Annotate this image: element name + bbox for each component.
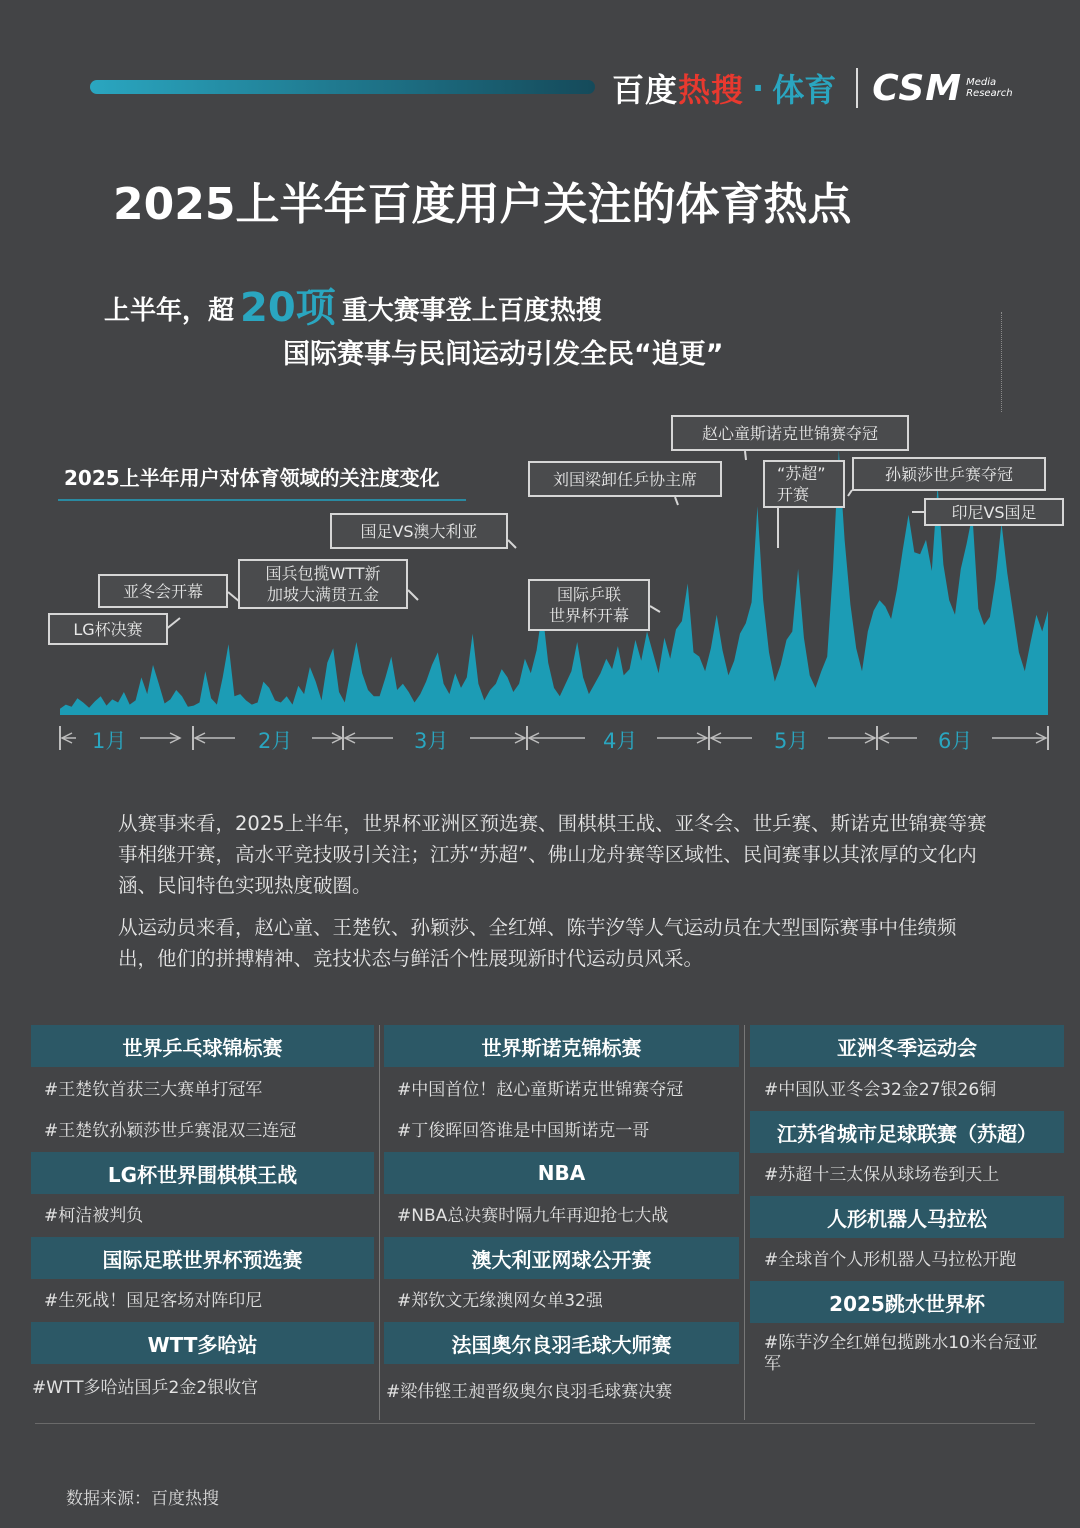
month-label-mar: 3月	[414, 729, 449, 753]
brand-media-research: Media Research	[966, 77, 1013, 99]
list-item: #柯洁被判负	[44, 1206, 144, 1226]
list-item: #苏超十三太保从球场卷到天上	[764, 1165, 1000, 1185]
callout-leader-line	[408, 590, 418, 600]
callout-leader-line	[675, 497, 678, 505]
page-title: 2025上半年百度用户关注的体育热点	[113, 179, 852, 230]
list-item: #WTT多哈站国乒2金2银收官	[32, 1378, 259, 1398]
bottom-divider	[35, 1423, 1035, 1424]
list-item: #陈芋汐全红婵包揽跳水10米台冠亚军	[764, 1333, 1038, 1374]
list-item: #丁俊晖回答谁是中国斯诺克一哥	[397, 1121, 650, 1141]
list-item: #王楚钦首获三大赛单打冠军	[44, 1080, 263, 1100]
month-label-may: 5月	[774, 729, 809, 753]
callout-liu-guoliang: 刘国梁卸任乒协主席	[528, 461, 722, 497]
callout-suchao: “苏超” 开赛	[763, 460, 845, 508]
list-item: #中国队亚冬会32金27银26铜	[764, 1080, 997, 1100]
list-item: #郑钦文无缘澳网女单32强	[397, 1291, 603, 1311]
callout-leader-line	[745, 451, 746, 460]
month-label-apr: 4月	[603, 729, 638, 753]
callout-leader-line	[650, 606, 660, 612]
month-label-feb: 2月	[258, 729, 293, 753]
list-item: #王楚钦孙颖莎世乒赛混双三连冠	[44, 1121, 297, 1141]
brand-baidu: 百度热搜	[612, 71, 745, 109]
header-suchao: 江苏省城市足球联赛（苏超）	[750, 1111, 1064, 1153]
header-world-snooker: 世界斯诺克锦标赛	[384, 1025, 739, 1067]
list-item: #生死战！国足客场对阵印尼	[44, 1291, 263, 1311]
callout-lg-final: LG杯决赛	[48, 613, 168, 645]
header-australian-open: 澳大利亚网球公开赛	[384, 1237, 739, 1279]
callout-asian-winter-games: 亚冬会开幕	[98, 574, 228, 608]
callout-china-vs-australia: 国足VS澳大利亚	[330, 513, 508, 549]
brand-dot: ·	[752, 69, 765, 107]
callout-wtt-singapore: 国兵包揽WTT新 加坡大满贯五金	[238, 559, 408, 609]
header-robot-marathon: 人形机器人马拉松	[750, 1196, 1064, 1238]
subtitle-line2: 国际赛事与民间运动引发全民“追更”	[283, 339, 724, 370]
header-diving-world-cup: 2025跳水世界杯	[750, 1281, 1064, 1323]
header-nba: NBA	[384, 1152, 739, 1194]
paragraph-athletes: 从运动员来看，赵心童、王楚钦、孙颖莎、全红婵、陈芋汐等人气运动员在大型国际赛事中佳绩频出，他们的拼搏精神、竞技状态与鲜活个性展现新时代运动员风采。	[118, 916, 957, 970]
callout-sun-yingsha: 孙颖莎世乒赛夺冠	[852, 457, 1046, 491]
subtitle-line1: 上半年，超 20项 重大赛事登上百度热搜	[104, 285, 602, 331]
subtitle-highlight: 20项	[240, 285, 336, 331]
callout-leader-line	[508, 540, 516, 548]
month-label-jan: 1月	[92, 729, 127, 753]
callout-indonesia-vs-china: 印尼VS国足	[924, 498, 1064, 526]
list-item: #NBA总决赛时隔九年再迎抢七大战	[397, 1206, 669, 1226]
header-wtt-doha: WTT多哈站	[31, 1322, 374, 1364]
header-world-cup-qualifier: 国际足联世界杯预选赛	[31, 1237, 374, 1279]
month-label-jun: 6月	[938, 729, 973, 753]
list-item: #中国首位！赵心童斯诺克世锦赛夺冠	[397, 1080, 684, 1100]
list-item: #梁伟铿王昶晋级奥尔良羽毛球赛决赛	[386, 1382, 673, 1402]
paragraph-events: 从赛事来看，2025上半年，世界杯亚洲区预选赛、围棋棋王战、亚冬会、世乒赛、斯诺克世锦赛等赛事相继开赛，高水平竞技吸引关注；江苏“苏超”、佛山龙舟赛等区域性、民间赛事以其浓厚的文化内涵、民间特色实现热度破圈。	[118, 812, 987, 897]
callout-zhao-xintong: 赵心童斯诺克世锦赛夺冠	[671, 415, 909, 451]
column-divider	[379, 1025, 380, 1420]
list-item: #全球首个人形机器人马拉松开跑	[764, 1250, 1017, 1270]
brand-csm: CSM	[872, 67, 963, 109]
chart-title: 2025上半年用户对体育领域的关注度变化	[64, 466, 440, 490]
callout-ittf-world-cup: 国际乒联 世界杯开幕	[528, 579, 650, 631]
column-divider	[744, 1025, 745, 1420]
header-asian-winter-games: 亚洲冬季运动会	[750, 1025, 1064, 1067]
brand-sport: 体育	[772, 71, 837, 109]
header-orleans-badminton: 法国奥尔良羽毛球大师赛	[384, 1322, 739, 1364]
header-lg-cup: LG杯世界围棋棋王战	[31, 1152, 374, 1194]
data-source: 数据来源：百度热搜	[66, 1489, 219, 1509]
header-world-table-tennis: 世界乒乓球锦标赛	[31, 1025, 374, 1067]
